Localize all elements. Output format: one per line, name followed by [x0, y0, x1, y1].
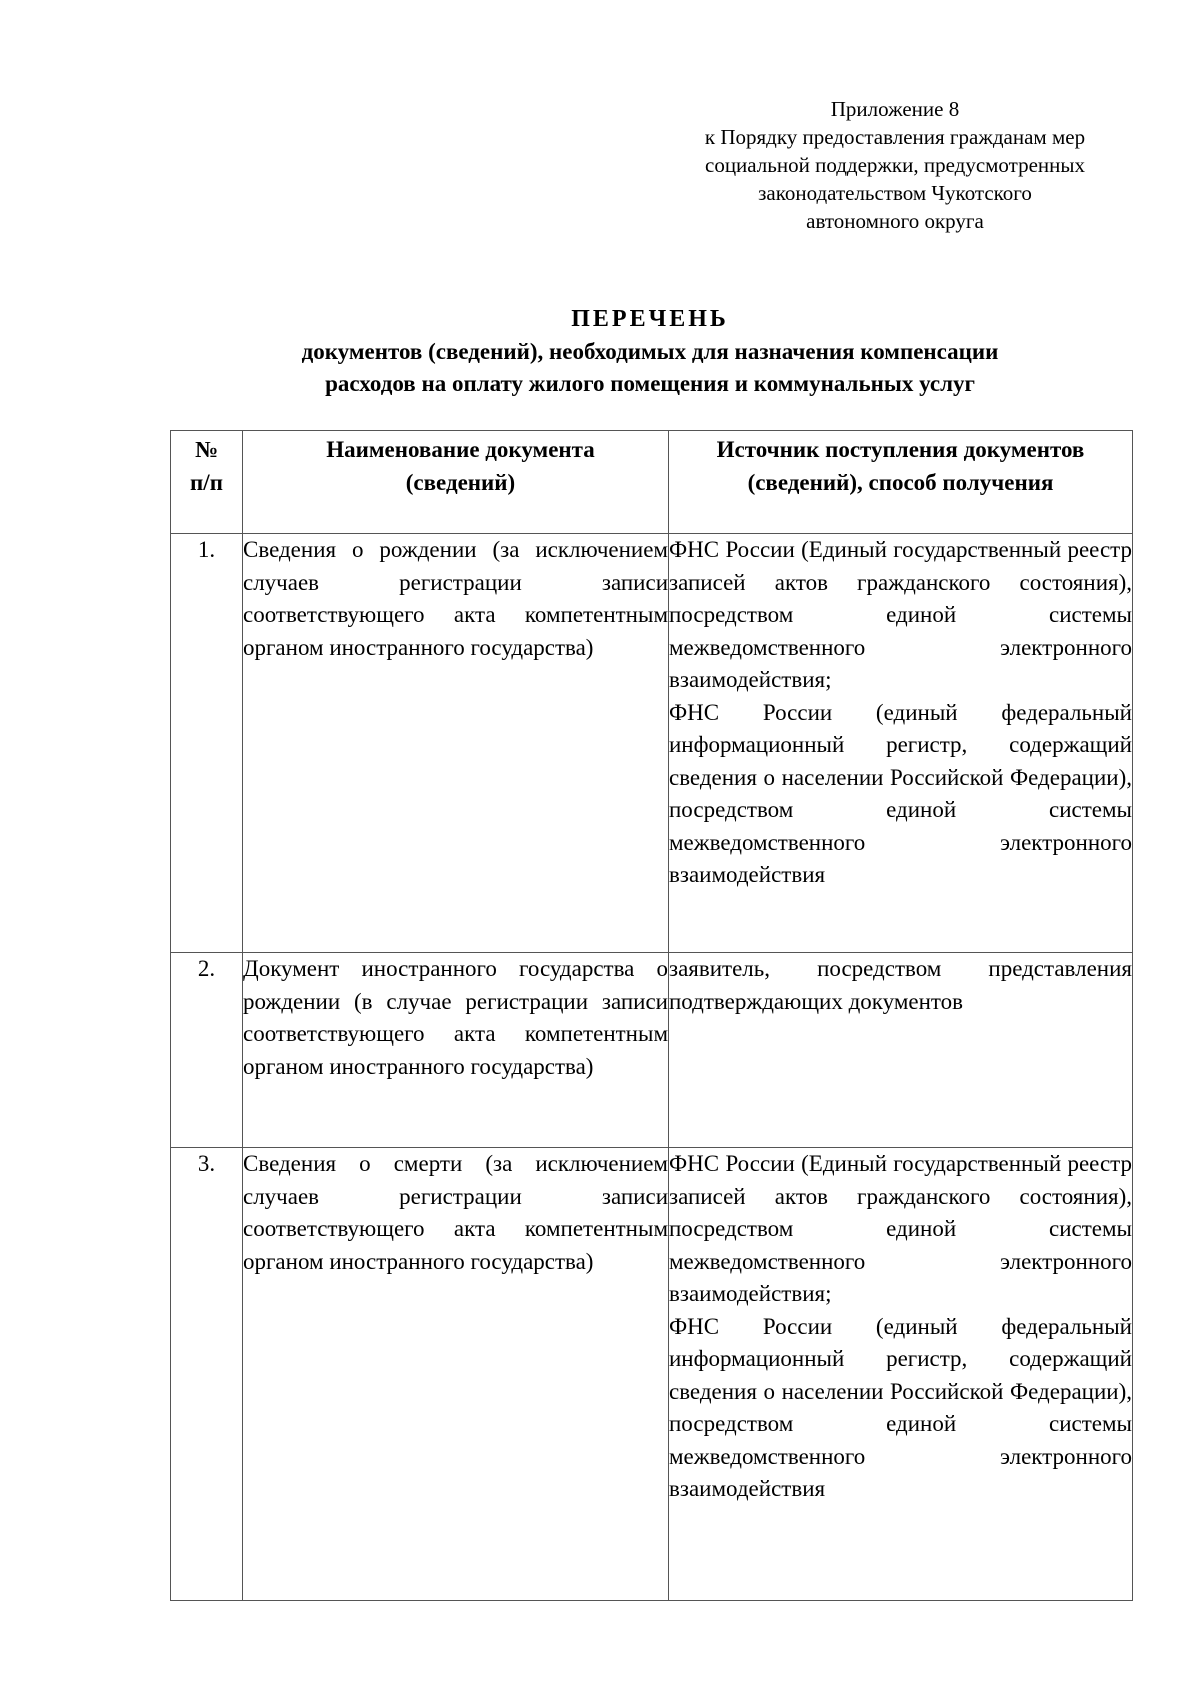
table-row: [171, 534, 1133, 953]
source-part: ФНС России (единый федеральный информационный регистр, содержащий сведения о населении Российской Федерации), посредством единой системы межведомственного электронного взаимодействия: [669, 699, 1132, 887]
appendix-line: социальной поддержки, предусмотренных: [705, 153, 1085, 177]
header-document-name: Наименование документа (сведений): [243, 431, 669, 534]
row-document-name: Сведения о рождении (за исключением случаев регистрации записи соответствующего акта компетентным органом иностранного государства): [243, 534, 669, 953]
header-number-abbr: п/п: [190, 470, 223, 495]
document-title: [170, 302, 1130, 400]
table-row: [171, 953, 1133, 1148]
appendix-line: автономного округа: [806, 209, 984, 233]
source-part: ФНС России (Единый государственный реестр записей актов гражданского состояния), посредством единой системы межведомственного электронного взаимодействия;: [669, 537, 1132, 692]
title-subtitle-line: расходов на оплату жилого помещения и коммунальных услуг: [325, 371, 975, 396]
row-number: 3.: [171, 1148, 243, 1601]
source-part: ФНС России (Единый государственный реестр записей актов гражданского состояния), посредством единой системы межведомственного электронного взаимодействия;: [669, 1151, 1132, 1306]
table-header-row: [171, 431, 1133, 534]
row-document-name: Документ иностранного государства о рождении (в случае регистрации записи соответствующего акта компетентным органом иностранного государства): [243, 953, 669, 1148]
source-part: заявитель, посредством представления подтверждающих документов: [669, 956, 1132, 1014]
table-row: [171, 1148, 1133, 1601]
row-number: 1.: [171, 534, 243, 953]
title-main: ПЕРЕЧЕНЬ: [571, 306, 729, 332]
appendix-line: к Порядку предоставления гражданам мер: [704, 125, 1086, 149]
row-source: [669, 1148, 1133, 1601]
row-source: [669, 534, 1133, 953]
header-source: Источник поступления документов (сведений), способ получения: [669, 431, 1133, 534]
source-part: ФНС России (единый федеральный информационный регистр, содержащий сведения о населении Российской Федерации), посредством единой системы межведомственного электронного взаимодействия: [669, 1313, 1132, 1501]
appendix-header: [660, 95, 1130, 235]
title-subtitle-line: документов (сведений), необходимых для назначения компенсации: [301, 339, 999, 364]
row-number: 2.: [171, 953, 243, 1148]
appendix-line: законодательством Чукотского: [758, 181, 1032, 205]
row-document-name: Сведения о смерти (за исключением случаев регистрации записи соответствующего акта компетентным органом иностранного государства): [243, 1148, 669, 1601]
header-number-symbol: №: [194, 437, 219, 462]
row-source: [669, 953, 1133, 1148]
documents-table: [170, 430, 1133, 1601]
appendix-line: Приложение 8: [830, 97, 960, 121]
header-number: [171, 431, 243, 534]
